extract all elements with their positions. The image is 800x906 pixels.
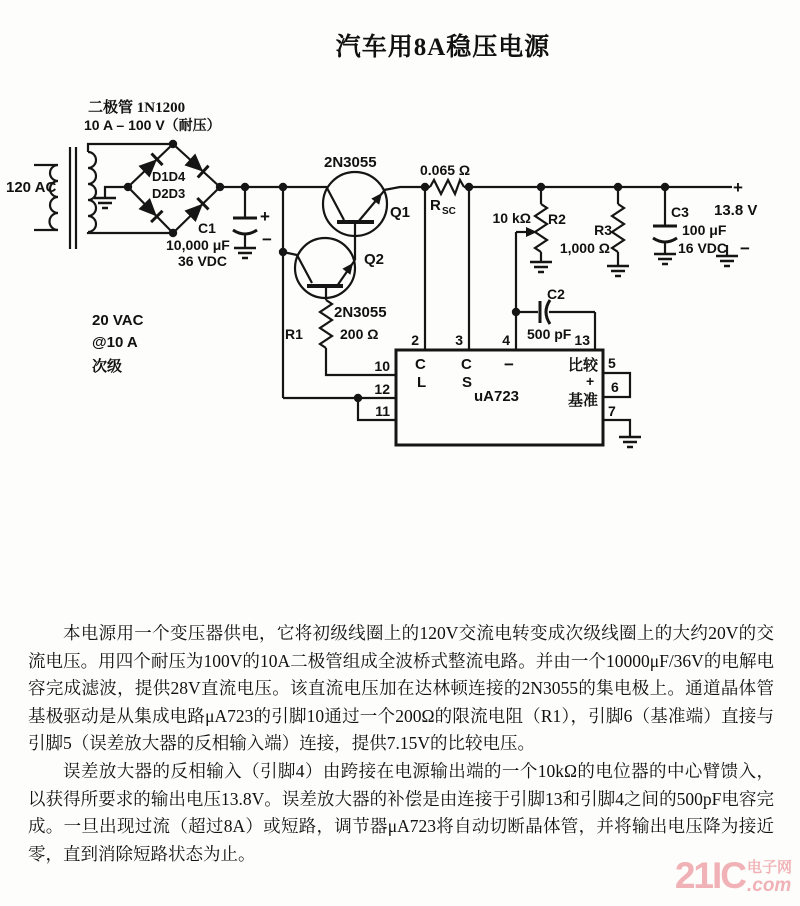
ic-compare-label: 比较	[567, 358, 598, 374]
c3-label: C3	[671, 204, 689, 220]
ic-reference-label: 基准	[567, 393, 598, 409]
resistor-rsc	[430, 180, 464, 194]
c1-label: C1	[198, 220, 216, 236]
primary-voltage-label: 120 AC	[6, 179, 57, 196]
rsc-subscript: SC	[442, 206, 456, 217]
pin-5: 5	[608, 355, 616, 371]
q1-type-label: 2N3055	[324, 154, 377, 171]
ground-symbol	[716, 256, 738, 266]
c3-voltage: 16 VDC	[678, 240, 728, 256]
ic-inverting-minus: −	[504, 355, 514, 374]
watermark	[675, 856, 792, 896]
pin-4: 4	[502, 332, 510, 348]
c3-value: 100 μF	[682, 222, 727, 238]
c1-minus-sign: −	[262, 230, 272, 249]
secondary-voltage-label: 20 VAC	[92, 312, 144, 329]
filter-capacitor-c1	[233, 187, 257, 258]
q2-label: Q2	[364, 251, 385, 268]
ic-cl-l: L	[417, 374, 427, 391]
pin-6: 6	[611, 379, 619, 395]
pin-2: 2	[411, 332, 419, 348]
ic-name: uA723	[474, 388, 520, 405]
secondary-name-label: 次级	[92, 359, 123, 375]
watermark-site: 电子网	[746, 859, 792, 876]
primary-coil	[50, 165, 59, 230]
output-minus-sign: −	[740, 239, 750, 258]
q1-label: Q1	[390, 204, 411, 221]
r2-label: R2	[548, 211, 566, 227]
driver-transistor-q2	[283, 222, 357, 298]
c2-label: C2	[547, 286, 565, 302]
output-voltage-label: 13.8 V	[714, 202, 758, 219]
diode-note-line1: 二极管 1N1200	[88, 100, 186, 116]
r1-label: R1	[285, 326, 303, 342]
description-paragraph-1: 本电源用一个变压器供电，它将初级线圈上的120V交流电转变成次级线圈上的大约20V的交流电压。用四个耐压为100V的10A二极管组成全波桥式整流电路。并由一个10000μF/36V的电解电容完成滤波，提供28V直流电压。该直流电压加在达林顿连接的2N3055的集电极上。通道晶体管基极驱动是从集成电路μA723的引脚10通过一个200Ω的限流电阻（R1），引脚6（基准端）直接与引脚5（误差放大器的反相输入端）连接，提供7.15V的比较电压。	[28, 623, 774, 754]
ic-cs-s: S	[462, 374, 473, 391]
secondary-wire-top	[88, 144, 173, 152]
r1-value: 200 Ω	[340, 326, 379, 342]
diode-label-d2d3: D2D3	[152, 186, 186, 201]
output-plus-sign: +	[733, 178, 743, 197]
c1-voltage: 36 VDC	[178, 253, 228, 269]
output-capacitor-c3	[653, 187, 677, 264]
ground-symbol	[619, 437, 641, 447]
pin7-wire	[603, 420, 630, 437]
q1-collector	[327, 188, 344, 220]
secondary-coil	[88, 152, 96, 232]
pin-10: 10	[374, 358, 390, 374]
r3-label: R3	[594, 222, 612, 238]
ground-symbol	[654, 254, 676, 264]
ic-ref-plus: +	[586, 373, 595, 389]
ground-symbol	[234, 248, 256, 258]
page-title: 汽车用8A稳压电源	[335, 34, 551, 61]
r3-value: 1,000 Ω	[559, 240, 610, 256]
wiper-arrow	[526, 227, 537, 237]
pin-3: 3	[455, 332, 463, 348]
pin-7: 7	[608, 403, 616, 419]
r2-value: 10 kΩ	[492, 210, 531, 226]
description-text	[28, 620, 774, 868]
diode-label-d1d4: D1D4	[152, 169, 186, 184]
ic-cs-c: C	[461, 356, 472, 373]
secondary-current-label: @10 A	[92, 334, 138, 351]
ground-symbol	[94, 198, 116, 208]
rsc-label: R	[430, 197, 441, 214]
diode-note-line2: 10 A – 100 V（耐压）	[84, 117, 221, 133]
watermark-brand: 21IC	[674, 855, 745, 896]
q2-type-label: 2N3055	[334, 304, 387, 321]
secondary-wire-bottom	[88, 232, 173, 233]
watermark-domain: .com	[746, 875, 792, 896]
ground-symbol	[607, 266, 629, 276]
description-paragraph-2: 误差放大器的反相输入（引脚4）由跨接在电源输出端的一个10kΩ的电位器的中心臂馈入，以获得所要求的输出电压13.8V。误差放大器的补偿是由连接于引脚13和引脚4之间的500pF电容完成。一旦出现过流（超过8A）或短路，调节器μA723将自动切断晶体管，并将输出电压降为接近零，直到消除短路状态为止。	[28, 760, 774, 864]
c1-plus-sign: +	[260, 207, 270, 226]
ic-cl-c: C	[415, 356, 426, 373]
ground-symbol	[530, 262, 552, 272]
c2-value: 500 pF	[527, 326, 572, 342]
c1-value: 10,000 μF	[166, 237, 230, 253]
pin-13: 13	[574, 332, 590, 348]
pin-12: 12	[374, 381, 390, 397]
pin-11: 11	[375, 403, 390, 419]
positive-rail	[220, 187, 732, 190]
rsc-value: 0.065 Ω	[420, 162, 471, 178]
